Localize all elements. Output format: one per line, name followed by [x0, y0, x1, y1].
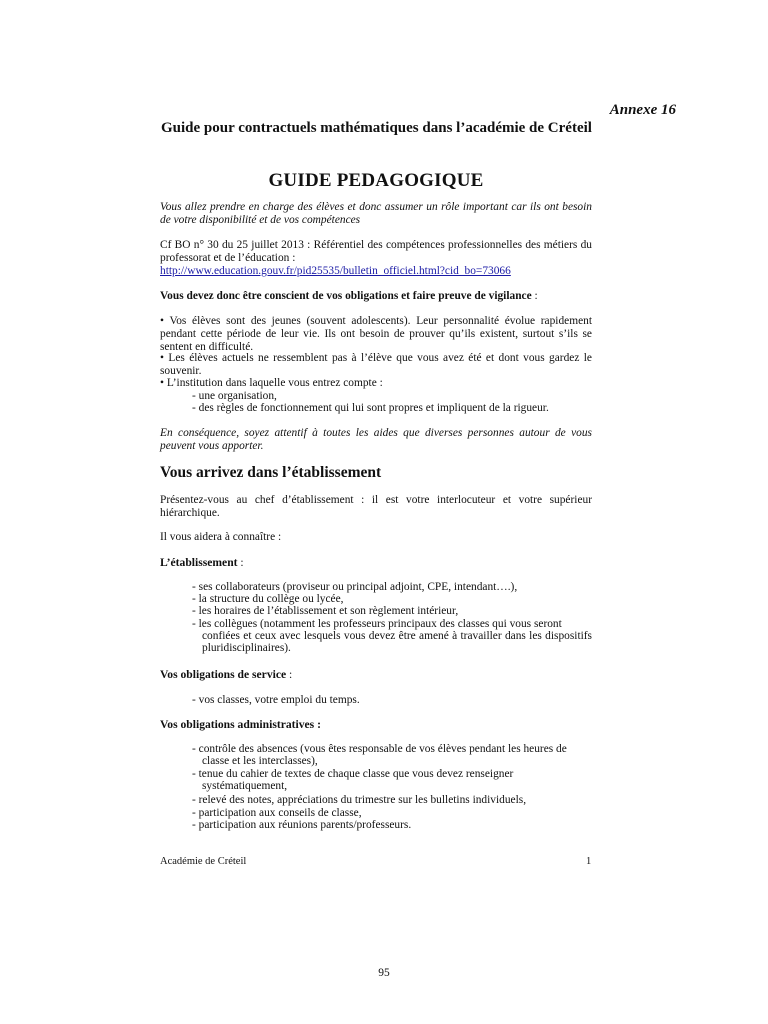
list-item: - participation aux réunions parents/professeurs. — [192, 819, 412, 831]
service-heading-colon: : — [286, 668, 293, 681]
cahier-first-line: - tenue du cahier de textes de chaque classe que vous devez renseigner — [192, 768, 514, 780]
absences-first-line: - contrôle des absences (vous êtes responsable de vos élèves pendant les heures de — [192, 743, 567, 755]
etablissement-heading — [160, 556, 244, 569]
vigilance-heading — [160, 290, 592, 303]
aid-line: Il vous aidera à connaître : — [160, 531, 282, 543]
absences-continuation: classe et les interclasses), — [202, 755, 318, 767]
bullet-current-students: • Les élèves actuels ne ressemblent pas à l’élève que vous avez été et dont vous gardez le souvenir. — [160, 352, 592, 377]
reference-paragraph — [160, 239, 592, 278]
colleagues-first-line: - les collègues (notamment les professeurs principaux des classes qui vous seront — [192, 618, 562, 630]
document-subtitle: Guide pour contractuels mathématiques dans l’académie de Créteil — [161, 120, 592, 136]
present-paragraph: Présentez-vous au chef d’établissement : il est votre interlocuteur et votre supérieur hiérarchique. — [160, 494, 592, 519]
reference-text: Cf BO n° 30 du 25 juillet 2013 : Référentiel des compétences professionnelles des métiers du professorat et de l’éducation : — [160, 239, 592, 264]
colleagues-continuation: confiées et ceux avec lesquels vous devez être amené à travailler dans les dispositifs pluridisciplinaires). — [202, 630, 592, 654]
consequence-paragraph: En conséquence, soyez attentif à toutes les aides que diverses personnes autour de vous peuvent vous apporter. — [160, 427, 592, 452]
service-heading — [160, 668, 292, 681]
list-item-cahier — [192, 768, 592, 792]
footer-page-index: 1 — [586, 856, 592, 867]
list-item: - les horaires de l’établissement et son règlement intérieur, — [192, 605, 459, 617]
cahier-continuation: systématiquement, — [202, 780, 288, 792]
list-item: - la structure du collège ou lycée, — [192, 593, 344, 605]
list-item: - participation aux conseils de classe, — [192, 807, 362, 819]
vigilance-heading-text: Vous devez donc être conscient de vos obligations et faire preuve de vigilance — [160, 290, 532, 302]
annexe-label: Annexe 16 — [609, 102, 676, 118]
bullet-students: • Vos élèves sont des jeunes (souvent adolescents). Leur personnalité évolue rapidement pendant cette période de leur vie. Ils ont besoin de prouver qu’ils existent, surtout s’ils se sentent en difficulté. — [160, 315, 592, 353]
bullet-institution: • L’institution dans laquelle vous entrez compte : — [160, 377, 383, 389]
page-number: 95 — [378, 967, 390, 979]
list-item: - vos classes, votre emploi du temps. — [192, 694, 360, 706]
vigilance-heading-colon: : — [531, 290, 538, 302]
page-title: GUIDE PEDAGOGIQUE — [268, 170, 484, 191]
intro-paragraph: Vous allez prendre en charge des élèves et donc assumer un rôle important car ils ont besoin de votre disponibilité et de vos compétences — [160, 201, 592, 226]
list-item-colleagues — [192, 618, 592, 654]
sub-item-rules: - des règles de fonctionnement qui lui sont propres et impliquent de la rigueur. — [192, 402, 549, 414]
service-heading-text: Vos obligations de service — [160, 668, 287, 681]
etablissement-heading-text: L’établissement — [160, 556, 238, 569]
bo-link[interactable]: http://www.education.gouv.fr/pid25535/bulletin_officiel.html?cid_bo=73066 — [160, 265, 511, 277]
etablissement-heading-colon: : — [237, 556, 244, 569]
admin-heading: Vos obligations administratives : — [160, 718, 321, 731]
list-item-absences — [192, 743, 592, 767]
footer-academy: Académie de Créteil — [160, 856, 247, 867]
list-item: - relevé des notes, appréciations du trimestre sur les bulletins individuels, — [192, 794, 527, 806]
sub-item-organisation: - une organisation, — [192, 390, 277, 402]
arrival-heading: Vous arrivez dans l’établissement — [160, 464, 382, 481]
list-item: - ses collaborateurs (proviseur ou principal adjoint, CPE, intendant….), — [192, 581, 518, 593]
